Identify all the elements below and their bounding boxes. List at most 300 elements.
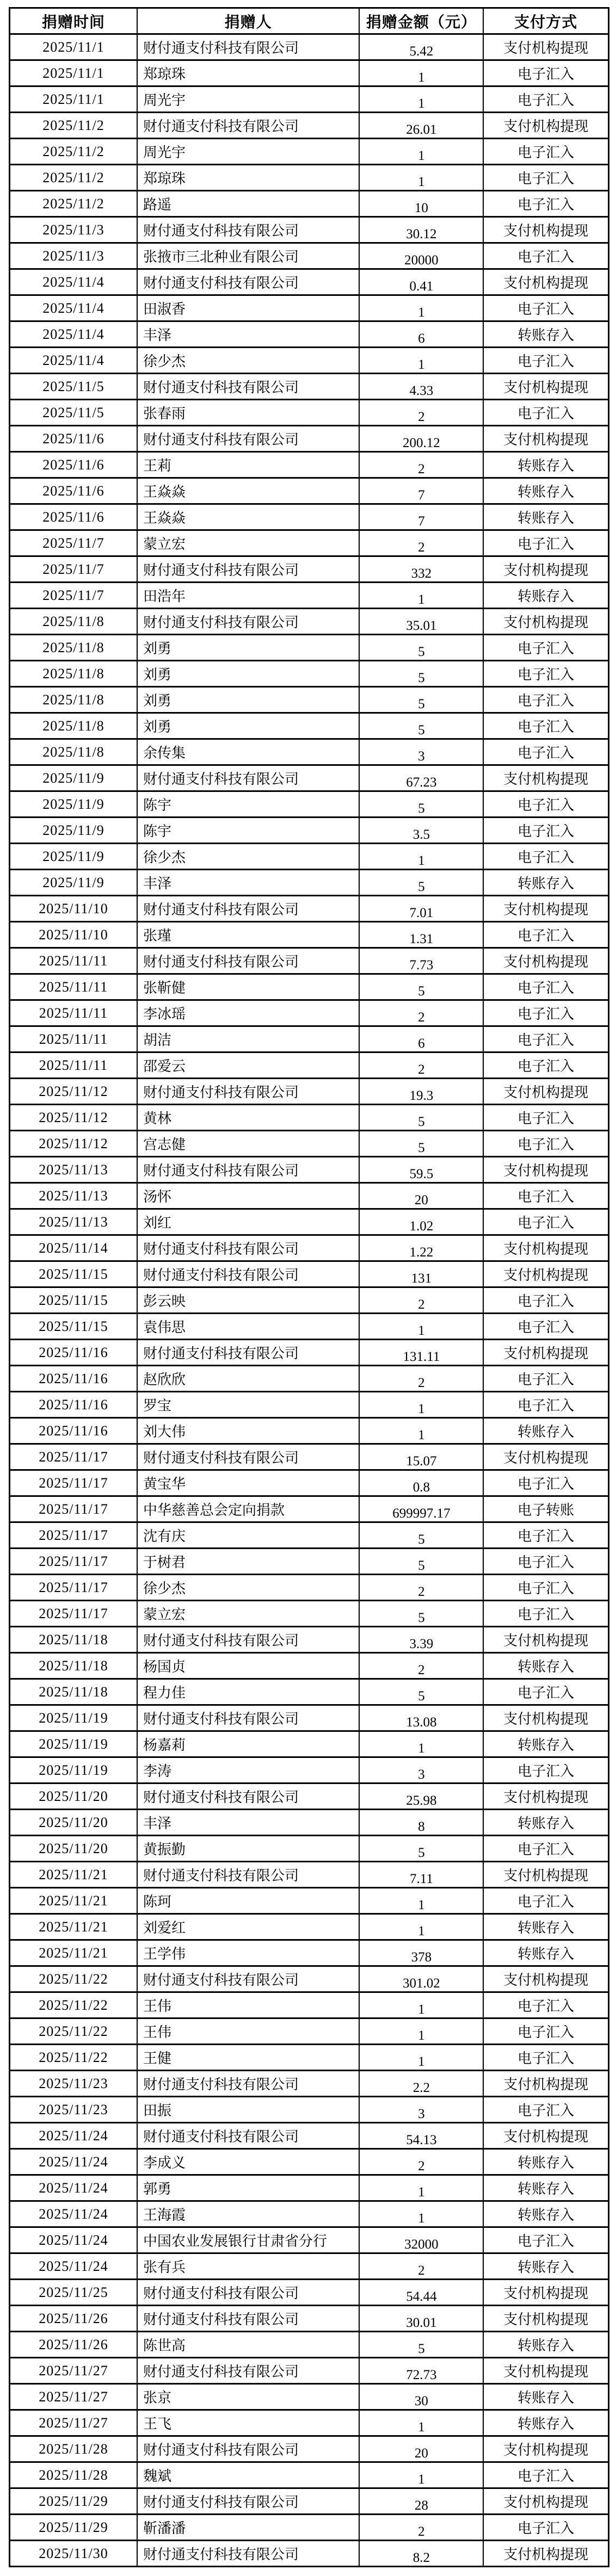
method-cell: 电子汇入 [483, 1314, 608, 1340]
date-cell: 2025/11/12 [10, 1079, 138, 1105]
amount-value: 54.13 [406, 2132, 437, 2147]
method-cell: 电子转账 [483, 1496, 608, 1522]
date-cell: 2025/11/8 [10, 713, 138, 739]
date-cell: 2025/11/4 [10, 348, 138, 374]
date-cell: 2025/11/21 [10, 1940, 138, 1966]
method-cell: 电子汇入 [483, 1757, 608, 1784]
amount-cell [359, 1549, 483, 1575]
method-cell: 支付机构提现 [483, 113, 608, 139]
donor-cell: 财付通支付科技有限公司 [137, 1079, 359, 1105]
donor-cell: 财付通支付科技有限公司 [137, 269, 359, 295]
donor-cell: 徐少杰 [137, 1575, 359, 1601]
donor-cell: 徐少杰 [137, 844, 359, 870]
date-cell: 2025/11/24 [10, 2201, 138, 2227]
table-row [10, 583, 609, 609]
method-cell: 电子汇入 [483, 530, 608, 556]
date-cell: 2025/11/12 [10, 1131, 138, 1157]
amount-value: 72.73 [406, 2367, 437, 2382]
date-cell: 2025/11/19 [10, 1705, 138, 1731]
method-cell: 电子汇入 [483, 1052, 608, 1079]
donor-cell: 汤怀 [137, 1183, 359, 1209]
amount-value: 8 [418, 1819, 425, 1834]
table-row [10, 243, 609, 269]
donor-cell: 李冰瑶 [137, 1000, 359, 1026]
amount-value: 26.01 [406, 122, 437, 137]
amount-cell [359, 1052, 483, 1079]
table-row [10, 791, 609, 818]
date-cell: 2025/11/15 [10, 1287, 138, 1314]
date-cell: 2025/11/28 [10, 2462, 138, 2488]
date-cell: 2025/11/27 [10, 2358, 138, 2384]
method-cell: 电子汇入 [483, 739, 608, 765]
amount-value: 1 [418, 174, 425, 189]
amount-cell [359, 1418, 483, 1444]
method-cell: 电子汇入 [483, 1575, 608, 1601]
method-cell: 支付机构提现 [483, 556, 608, 583]
date-cell: 2025/11/24 [10, 2149, 138, 2175]
donor-cell: 杨嘉莉 [137, 1731, 359, 1757]
method-cell: 电子汇入 [483, 1888, 608, 1914]
method-cell: 支付机构提现 [483, 1235, 608, 1261]
method-cell: 支付机构提现 [483, 217, 608, 243]
date-cell: 2025/11/20 [10, 1810, 138, 1836]
method-cell: 电子汇入 [483, 635, 608, 661]
donor-cell: 沈有庆 [137, 1522, 359, 1549]
amount-value: 1 [418, 96, 425, 111]
table-row [10, 661, 609, 687]
amount-value: 5 [418, 801, 425, 816]
table-row [10, 1757, 609, 1784]
date-cell: 2025/11/16 [10, 1366, 138, 1392]
col-header-donation-amount: 捐赠金额（元） [359, 8, 483, 34]
amount-cell [359, 1810, 483, 1836]
amount-cell [359, 478, 483, 504]
date-cell: 2025/11/11 [10, 1000, 138, 1026]
amount-cell [359, 34, 483, 60]
amount-value: 1 [418, 1427, 425, 1442]
date-cell: 2025/11/8 [10, 687, 138, 713]
donor-cell: 田浩年 [137, 583, 359, 609]
table-row [10, 635, 609, 661]
col-header-payment-method: 支付方式 [483, 8, 608, 34]
amount-value: 1.22 [409, 1244, 434, 1260]
table-row [10, 739, 609, 765]
amount-cell [359, 2045, 483, 2071]
method-cell: 电子汇入 [483, 1601, 608, 1627]
amount-value: 5 [418, 1558, 425, 1573]
method-cell: 电子汇入 [483, 818, 608, 844]
donor-cell: 财付通支付科技有限公司 [137, 2436, 359, 2462]
donor-cell: 财付通支付科技有限公司 [137, 1157, 359, 1183]
donor-cell: 中国农业发展银行甘肃省分行 [137, 2227, 359, 2253]
table-row [10, 113, 609, 139]
method-cell: 电子汇入 [483, 1287, 608, 1314]
table-row [10, 1287, 609, 1314]
method-cell: 转账存入 [483, 2175, 608, 2201]
header-row [10, 8, 609, 34]
table-row [10, 1261, 609, 1287]
method-cell: 电子汇入 [483, 2018, 608, 2045]
method-cell: 支付机构提现 [483, 2071, 608, 2097]
amount-value: 2 [418, 1662, 425, 1677]
amount-cell [359, 1862, 483, 1888]
method-cell: 电子汇入 [483, 86, 608, 113]
donor-cell: 黄宝华 [137, 1470, 359, 1496]
amount-cell [359, 60, 483, 86]
amount-value: 7.11 [410, 1871, 433, 1886]
table-row [10, 2332, 609, 2358]
donor-cell: 胡洁 [137, 1026, 359, 1052]
donor-cell: 财付通支付科技有限公司 [137, 113, 359, 139]
method-cell: 转账存入 [483, 321, 608, 348]
amount-value: 1 [418, 2184, 425, 2200]
amount-value: 20 [414, 2445, 428, 2461]
donor-cell: 财付通支付科技有限公司 [137, 556, 359, 583]
date-cell: 2025/11/26 [10, 2306, 138, 2332]
donor-cell: 张京 [137, 2384, 359, 2410]
table-row [10, 1784, 609, 1810]
amount-value: 131.11 [403, 1349, 440, 1364]
method-cell: 转账存入 [483, 1810, 608, 1836]
method-cell: 转账存入 [483, 1914, 608, 1940]
donor-cell: 张掖市三北种业有限公司 [137, 243, 359, 269]
table-row [10, 1183, 609, 1209]
amount-cell [359, 1444, 483, 1470]
amount-cell [359, 2253, 483, 2280]
method-cell: 转账存入 [483, 452, 608, 478]
method-cell: 支付机构提现 [483, 948, 608, 974]
method-cell: 电子汇入 [483, 2045, 608, 2071]
date-cell: 2025/11/27 [10, 2410, 138, 2436]
amount-value: 15.07 [406, 1453, 437, 1469]
date-cell: 2025/11/13 [10, 1209, 138, 1235]
col-header-donation-time: 捐赠时间 [10, 8, 138, 34]
amount-value: 2 [418, 540, 425, 555]
amount-cell [359, 1470, 483, 1496]
date-cell: 2025/11/17 [10, 1470, 138, 1496]
table-row [10, 2462, 609, 2488]
date-cell: 2025/11/13 [10, 1157, 138, 1183]
donor-cell: 张靳健 [137, 974, 359, 1000]
table-row [10, 1888, 609, 1914]
amount-value: 1 [418, 1741, 425, 1756]
amount-cell [359, 2384, 483, 2410]
method-cell: 支付机构提现 [483, 896, 608, 922]
amount-cell [359, 165, 483, 191]
date-cell: 2025/11/24 [10, 2253, 138, 2280]
table-row [10, 60, 609, 86]
date-cell: 2025/11/10 [10, 922, 138, 948]
donation-table [9, 7, 609, 2567]
donor-cell: 刘勇 [137, 687, 359, 713]
donor-cell: 丰泽 [137, 321, 359, 348]
method-cell: 电子汇入 [483, 1679, 608, 1705]
method-cell: 电子汇入 [483, 1026, 608, 1052]
date-cell: 2025/11/1 [10, 86, 138, 113]
donor-cell: 王焱焱 [137, 478, 359, 504]
amount-cell [359, 1314, 483, 1340]
date-cell: 2025/11/4 [10, 269, 138, 295]
method-cell: 支付机构提现 [483, 609, 608, 635]
amount-value: 5 [418, 696, 425, 711]
table-row [10, 2306, 609, 2332]
amount-cell [359, 844, 483, 870]
table-row [10, 1914, 609, 1940]
amount-cell [359, 635, 483, 661]
date-cell: 2025/11/30 [10, 2541, 138, 2567]
donor-cell: 彭云映 [137, 1287, 359, 1314]
amount-cell [359, 1392, 483, 1418]
donor-cell: 财付通支付科技有限公司 [137, 2123, 359, 2149]
amount-cell [359, 2149, 483, 2175]
method-cell: 支付机构提现 [483, 1862, 608, 1888]
table-row [10, 191, 609, 217]
method-cell: 支付机构提现 [483, 1157, 608, 1183]
amount-cell [359, 1183, 483, 1209]
method-cell: 支付机构提现 [483, 2123, 608, 2149]
donor-cell: 郑琼珠 [137, 60, 359, 86]
table-row [10, 922, 609, 948]
amount-cell [359, 1026, 483, 1052]
method-cell: 电子汇入 [483, 165, 608, 191]
amount-value: 2 [418, 1375, 425, 1390]
date-cell: 2025/11/9 [10, 844, 138, 870]
amount-cell [359, 713, 483, 739]
table-row [10, 1470, 609, 1496]
donor-cell: 余传集 [137, 739, 359, 765]
amount-cell [359, 1261, 483, 1287]
donor-cell: 陈宇 [137, 791, 359, 818]
method-cell: 转账存入 [483, 2384, 608, 2410]
donor-cell: 财付通支付科技有限公司 [137, 1862, 359, 1888]
table-row [10, 2488, 609, 2515]
amount-value: 7.01 [409, 905, 434, 920]
date-cell: 2025/11/13 [10, 1183, 138, 1209]
date-cell: 2025/11/9 [10, 818, 138, 844]
donor-cell: 中华慈善总会定向捐款 [137, 1496, 359, 1522]
amount-value: 5 [418, 670, 425, 685]
amount-value: 13.08 [406, 1714, 437, 1730]
amount-value: 3 [418, 748, 425, 764]
date-cell: 2025/11/7 [10, 583, 138, 609]
donor-cell: 李成义 [137, 2149, 359, 2175]
date-cell: 2025/11/22 [10, 1992, 138, 2018]
method-cell: 支付机构提现 [483, 1705, 608, 1731]
amount-value: 0.8 [412, 1479, 430, 1495]
table-row [10, 1026, 609, 1052]
amount-cell [359, 2227, 483, 2253]
amount-cell [359, 2488, 483, 2515]
date-cell: 2025/11/18 [10, 1679, 138, 1705]
donor-cell: 刘勇 [137, 661, 359, 687]
date-cell: 2025/11/22 [10, 1966, 138, 1992]
amount-value: 30.01 [406, 2315, 437, 2330]
amount-value: 2 [418, 1584, 425, 1599]
table-row [10, 86, 609, 113]
donor-cell: 财付通支付科技有限公司 [137, 1261, 359, 1287]
table-row [10, 1810, 609, 1836]
amount-value: 378 [411, 1949, 432, 1965]
amount-value: 2.2 [412, 2080, 430, 2095]
table-row [10, 1000, 609, 1026]
amount-cell [359, 2541, 483, 2567]
amount-value: 2 [418, 409, 425, 424]
method-cell: 电子汇入 [483, 1470, 608, 1496]
method-cell: 转账存入 [483, 2253, 608, 2280]
amount-value: 2 [418, 2524, 425, 2539]
amount-value: 5 [418, 1114, 425, 1129]
date-cell: 2025/11/2 [10, 113, 138, 139]
amount-cell [359, 139, 483, 165]
method-cell: 电子汇入 [483, 791, 608, 818]
date-cell: 2025/11/18 [10, 1653, 138, 1679]
donor-cell: 王学伟 [137, 1940, 359, 1966]
amount-value: 5 [418, 1140, 425, 1155]
method-cell: 电子汇入 [483, 1366, 608, 1392]
table-row [10, 2436, 609, 2462]
donor-cell: 周光宇 [137, 86, 359, 113]
donor-cell: 王飞 [137, 2410, 359, 2436]
date-cell: 2025/11/16 [10, 1392, 138, 1418]
donor-cell: 张瑾 [137, 922, 359, 948]
donor-cell: 蒙立宏 [137, 1601, 359, 1627]
date-cell: 2025/11/21 [10, 1914, 138, 1940]
table-row [10, 400, 609, 426]
amount-value: 301.02 [403, 1976, 440, 1991]
amount-cell [359, 2175, 483, 2201]
table-row [10, 2175, 609, 2201]
table-row [10, 1653, 609, 1679]
amount-cell [359, 1731, 483, 1757]
method-cell: 支付机构提现 [483, 2358, 608, 2384]
donation-table-body [10, 34, 609, 2567]
date-cell: 2025/11/29 [10, 2515, 138, 2541]
amount-cell [359, 1653, 483, 1679]
amount-cell [359, 1966, 483, 1992]
amount-cell [359, 2358, 483, 2384]
amount-value: 5 [418, 879, 425, 894]
amount-cell [359, 818, 483, 844]
amount-cell [359, 1209, 483, 1235]
amount-cell [359, 1575, 483, 1601]
donor-cell: 路遥 [137, 191, 359, 217]
amount-cell [359, 2201, 483, 2227]
amount-value: 1 [418, 592, 425, 607]
table-row [10, 1601, 609, 1627]
date-cell: 2025/11/7 [10, 530, 138, 556]
amount-value: 2 [418, 461, 425, 476]
method-cell: 电子汇入 [483, 687, 608, 713]
amount-cell [359, 765, 483, 791]
donor-cell: 蒙立宏 [137, 530, 359, 556]
amount-value: 5 [418, 1688, 425, 1704]
donor-cell: 财付通支付科技有限公司 [137, 217, 359, 243]
donor-cell: 陈世高 [137, 2332, 359, 2358]
method-cell: 转账存入 [483, 2201, 608, 2227]
method-cell: 电子汇入 [483, 1549, 608, 1575]
table-row [10, 1940, 609, 1966]
table-row [10, 1392, 609, 1418]
method-cell: 电子汇入 [483, 1392, 608, 1418]
date-cell: 2025/11/6 [10, 452, 138, 478]
amount-value: 20000 [404, 252, 439, 268]
table-row [10, 1314, 609, 1340]
date-cell: 2025/11/9 [10, 791, 138, 818]
amount-value: 1 [418, 2419, 425, 2435]
amount-value: 30 [414, 2393, 428, 2408]
donor-cell: 魏斌 [137, 2462, 359, 2488]
date-cell: 2025/11/29 [10, 2488, 138, 2515]
donor-cell: 财付通支付科技有限公司 [137, 2358, 359, 2384]
date-cell: 2025/11/23 [10, 2097, 138, 2123]
date-cell: 2025/11/11 [10, 1026, 138, 1052]
donor-cell: 陈宇 [137, 818, 359, 844]
amount-value: 7 [418, 513, 425, 529]
method-cell: 电子汇入 [483, 922, 608, 948]
table-row [10, 426, 609, 452]
table-row [10, 844, 609, 870]
table-row [10, 2280, 609, 2306]
date-cell: 2025/11/24 [10, 2227, 138, 2253]
amount-cell [359, 269, 483, 295]
amount-cell [359, 2332, 483, 2358]
amount-cell [359, 2306, 483, 2332]
amount-value: 19.3 [409, 1088, 434, 1103]
donor-cell: 王莉 [137, 452, 359, 478]
table-row [10, 1627, 609, 1653]
donor-cell: 黄振勤 [137, 1836, 359, 1862]
method-cell: 支付机构提现 [483, 1261, 608, 1287]
donor-cell: 财付通支付科技有限公司 [137, 948, 359, 974]
amount-value: 6 [418, 1036, 425, 1051]
date-cell: 2025/11/20 [10, 1784, 138, 1810]
method-cell: 电子汇入 [483, 974, 608, 1000]
amount-value: 10 [414, 200, 428, 215]
amount-cell [359, 739, 483, 765]
date-cell: 2025/11/8 [10, 609, 138, 635]
amount-cell [359, 1914, 483, 1940]
amount-value: 1 [418, 2472, 425, 2487]
method-cell: 电子汇入 [483, 713, 608, 739]
donor-cell: 田振 [137, 2097, 359, 2123]
table-row [10, 321, 609, 348]
method-cell: 电子汇入 [483, 2227, 608, 2253]
date-cell: 2025/11/25 [10, 2280, 138, 2306]
date-cell: 2025/11/19 [10, 1757, 138, 1784]
table-row [10, 1679, 609, 1705]
method-cell: 支付机构提现 [483, 34, 608, 60]
date-cell: 2025/11/2 [10, 191, 138, 217]
amount-cell [359, 791, 483, 818]
method-cell: 支付机构提现 [483, 765, 608, 791]
method-cell: 支付机构提现 [483, 1444, 608, 1470]
table-row [10, 2410, 609, 2436]
method-cell: 转账存入 [483, 870, 608, 896]
table-row [10, 1549, 609, 1575]
method-cell: 电子汇入 [483, 1000, 608, 1026]
date-cell: 2025/11/17 [10, 1444, 138, 1470]
date-cell: 2025/11/3 [10, 217, 138, 243]
donor-cell: 财付通支付科技有限公司 [137, 1784, 359, 1810]
table-row [10, 269, 609, 295]
amount-cell [359, 1157, 483, 1183]
amount-cell [359, 1888, 483, 1914]
method-cell: 电子汇入 [483, 243, 608, 269]
amount-value: 131 [411, 1271, 432, 1286]
table-row [10, 974, 609, 1000]
table-row [10, 2123, 609, 2149]
amount-value: 1 [418, 2210, 425, 2226]
